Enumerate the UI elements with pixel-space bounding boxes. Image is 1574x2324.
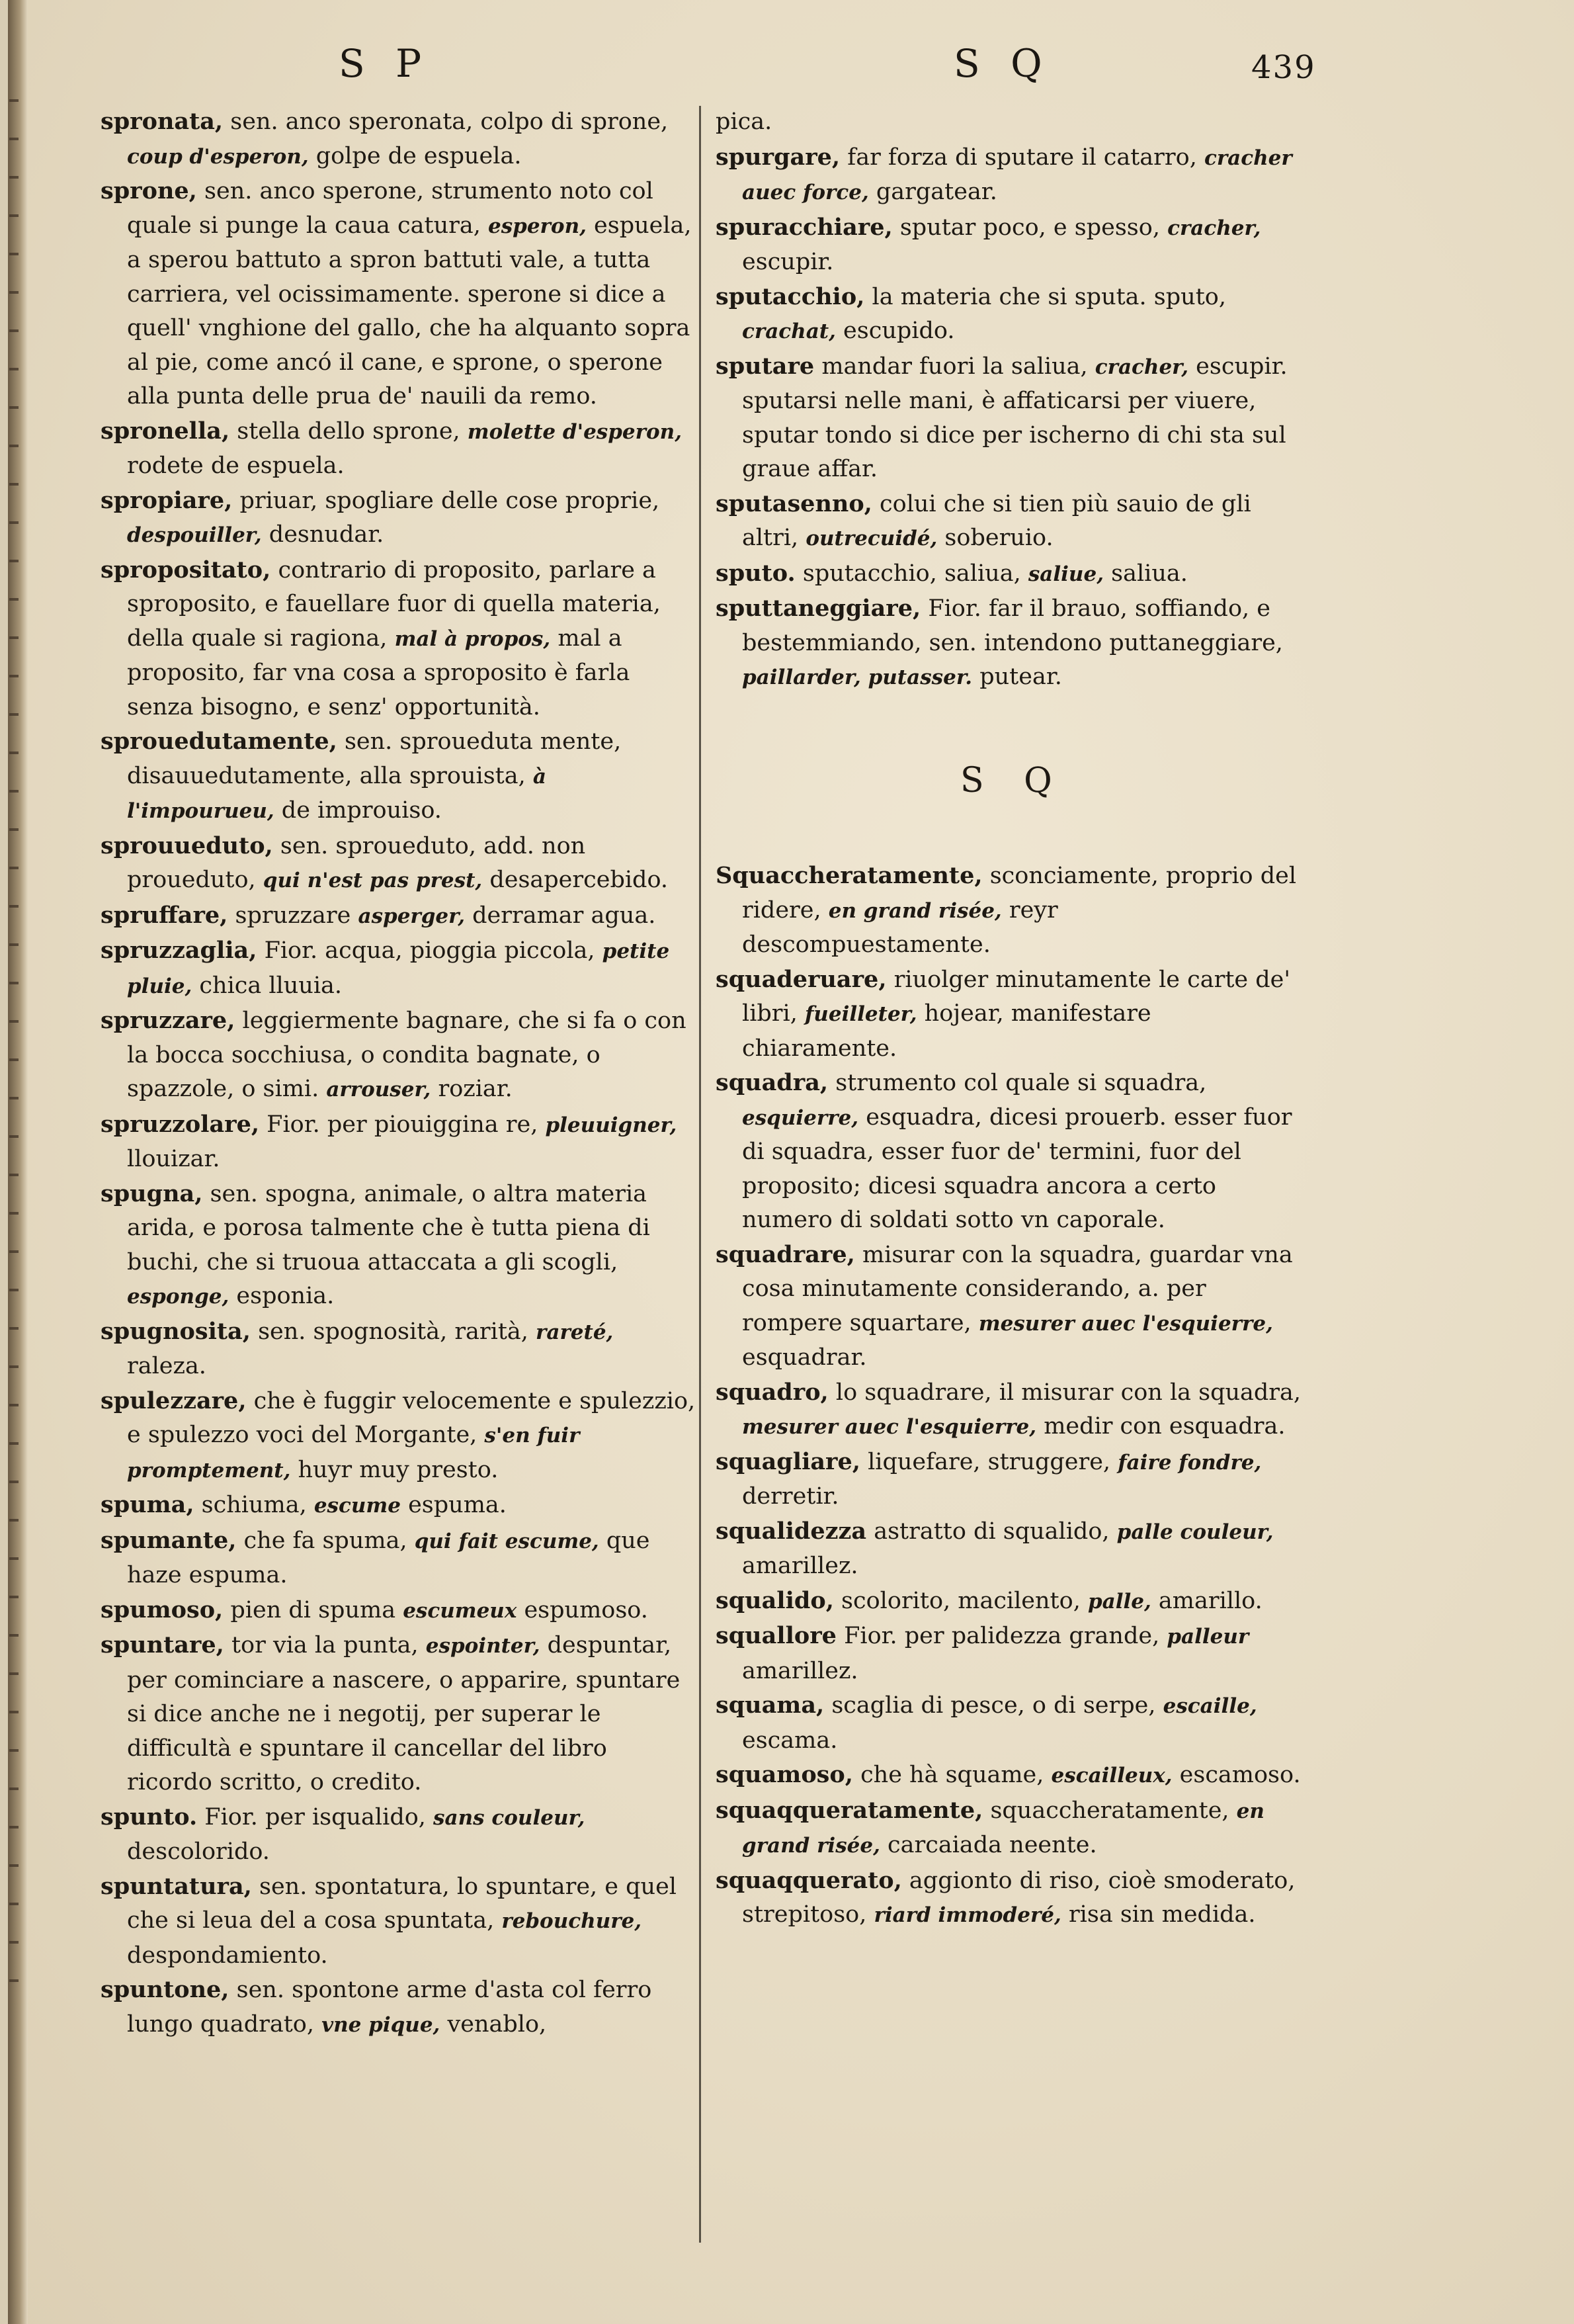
entry-spanish: esquadrar. bbox=[742, 1344, 867, 1371]
entry-headword: Squaccheratamente, bbox=[716, 862, 983, 889]
entry-headword: spulezzare, bbox=[101, 1387, 247, 1414]
entry-french: en grand risée, bbox=[828, 898, 1002, 923]
entry-definition: sputar poco, e spesso, bbox=[899, 214, 1168, 241]
entry-spanish: risa sin medida. bbox=[1061, 1901, 1256, 1928]
dictionary-entry bbox=[101, 414, 696, 484]
entry-headword: squama, bbox=[716, 1692, 825, 1719]
entry-spanish: saliua. bbox=[1104, 560, 1188, 587]
entry-spanish: putear. bbox=[972, 664, 1062, 690]
entry-french: qui fait escume, bbox=[414, 1529, 599, 1553]
entry-headword: squadra, bbox=[716, 1069, 829, 1096]
entry-definition: sen. sproueduta mente, disauuedutamente, alla sprouista, bbox=[127, 728, 622, 789]
dictionary-entry bbox=[101, 898, 696, 934]
entry-french: cracher, bbox=[1167, 216, 1261, 240]
book-page bbox=[8, 0, 1574, 2324]
entry-french: escailleux, bbox=[1051, 1764, 1173, 1787]
entry-headword: sputasenno, bbox=[716, 490, 872, 517]
dictionary-entry bbox=[101, 829, 696, 898]
entry-definition: riuolger minutamente le carte de' libri, bbox=[742, 966, 1290, 1027]
entry-headword: squaqquerato, bbox=[716, 1866, 902, 1894]
dictionary-entry bbox=[716, 1514, 1311, 1584]
entry-french: cracher, bbox=[1095, 355, 1189, 379]
entry-spanish: desnudar. bbox=[261, 521, 384, 548]
entry-spanish: soberuio. bbox=[937, 525, 1054, 551]
entry-headword: sprone, bbox=[101, 177, 197, 204]
dictionary-entry bbox=[716, 1584, 1311, 1619]
entry-headword: spugna, bbox=[101, 1180, 203, 1207]
entry-french: rebouchure, bbox=[501, 1909, 642, 1933]
dictionary-entry bbox=[101, 1384, 696, 1488]
entry-definition: pica. bbox=[716, 108, 772, 135]
right-column-top bbox=[716, 105, 1311, 695]
entry-spanish: espumoso. bbox=[517, 1596, 648, 1623]
entry-spanish: carcaiada neente. bbox=[880, 1832, 1097, 1858]
entry-french: esponge, bbox=[127, 1285, 229, 1309]
entry-headword: spunto. bbox=[101, 1803, 198, 1830]
entry-headword: squalidezza bbox=[716, 1517, 867, 1545]
entry-definition: sen. spognosità, rarità, bbox=[258, 1318, 536, 1345]
entry-headword: sprouedutamente, bbox=[101, 728, 337, 755]
entry-spanish: esquadra, dicesi prouerb. esser fuor di squadra, esser fuor de' termini, fuor del proposito; dicesi squadra ancora a certo numero di soldati sotto vn caporale. bbox=[742, 1103, 1292, 1233]
entry-spanish: desapercebido. bbox=[482, 867, 669, 893]
binding-gutter bbox=[8, 0, 28, 2324]
entry-spanish: raleza. bbox=[127, 1353, 206, 1379]
entry-definition: contrario di proposito, parlare a sproposito, e fauellare fuor di quella materia, della quale si ragiona, bbox=[127, 556, 661, 652]
entry-definition: sen. anco sperone, strumento noto col quale si punge la caua catura, bbox=[127, 178, 653, 239]
dictionary-entry bbox=[101, 1628, 696, 1800]
entry-french: palleur bbox=[1167, 1625, 1249, 1649]
entry-headword: sputo. bbox=[716, 559, 796, 587]
dictionary-entry bbox=[716, 963, 1311, 1066]
dictionary-entry bbox=[101, 1593, 696, 1629]
entry-headword: spuntone, bbox=[101, 1976, 229, 2003]
entry-definition: sputacchio, saliua, bbox=[802, 560, 1028, 587]
entry-spanish: amarillez. bbox=[742, 1553, 858, 1579]
entry-definition: lo squadrare, il misurar con la squadra, bbox=[835, 1379, 1302, 1406]
entry-french: faire fondre, bbox=[1118, 1450, 1262, 1475]
entry-french: cracher auec force, bbox=[742, 146, 1292, 204]
entry-french: arrouser, bbox=[326, 1078, 431, 1101]
dictionary-entry bbox=[101, 1870, 696, 1973]
dictionary-entry bbox=[716, 280, 1311, 349]
dictionary-entry bbox=[101, 105, 696, 174]
dictionary-entry bbox=[101, 1004, 696, 1107]
entry-headword: spropositato, bbox=[101, 556, 271, 583]
entry-french: en grand risée, bbox=[742, 1799, 1264, 1858]
entry-spanish: reyr descompuestamente. bbox=[742, 896, 1058, 958]
dictionary-entry bbox=[716, 591, 1311, 695]
dictionary-entry bbox=[101, 174, 696, 414]
left-column bbox=[101, 105, 696, 2042]
dictionary-entry bbox=[101, 1800, 696, 1870]
entry-definition: colui che si tien più sauio de gli altri, bbox=[742, 490, 1251, 551]
entry-french: palle, bbox=[1087, 1589, 1151, 1614]
dictionary-entry bbox=[101, 1107, 696, 1177]
entry-headword: spumoso, bbox=[101, 1596, 224, 1623]
entry-headword: squadrare, bbox=[716, 1240, 855, 1268]
entry-french: à l'impourueu, bbox=[127, 764, 546, 823]
entry-spanish: golpe de espuela. bbox=[308, 142, 522, 169]
entry-spanish: venablo, bbox=[440, 2010, 547, 2038]
entry-definition: stella dello sprone, bbox=[237, 417, 468, 445]
entry-french: esperon, bbox=[487, 214, 587, 238]
entry-spanish: esponia. bbox=[229, 1283, 335, 1309]
dictionary-entry bbox=[101, 724, 696, 829]
dictionary-entry bbox=[101, 1973, 696, 2042]
entry-french: fueilleter, bbox=[804, 1002, 917, 1026]
entry-definition: la materia che si sputa. sputo, bbox=[872, 283, 1226, 310]
entry-headword: spumante, bbox=[101, 1526, 237, 1554]
entry-headword: spruzzolare, bbox=[101, 1110, 260, 1138]
entry-definition: spruzzare bbox=[235, 902, 358, 929]
entry-headword: sprouueduto, bbox=[101, 832, 273, 859]
dictionary-entry bbox=[101, 1177, 696, 1314]
entry-definition: sen. spogna, animale, o altra materia arida, e porosa talmente che è tutta piena di buchi, che si truoua attaccata a gli scogli, bbox=[127, 1180, 650, 1275]
entry-headword: squamoso, bbox=[716, 1761, 853, 1788]
entry-french: espointer, bbox=[425, 1634, 540, 1658]
dictionary-entry bbox=[716, 1066, 1311, 1238]
entry-headword: spugnosita, bbox=[101, 1317, 251, 1345]
entry-french: palle couleur, bbox=[1116, 1520, 1274, 1544]
entry-definition: Fior. per isqualido, bbox=[204, 1803, 434, 1830]
entry-spanish: llouizar. bbox=[127, 1146, 220, 1172]
entry-definition: squaccheratamente, bbox=[990, 1797, 1237, 1824]
right-column bbox=[716, 105, 1311, 1928]
entry-spanish: medir con esquadra. bbox=[1036, 1413, 1286, 1440]
section-subheading: S Q bbox=[960, 761, 1067, 800]
entry-spanish: descolorido. bbox=[127, 1838, 270, 1865]
entry-definition: Fior. acqua, pioggia piccola, bbox=[264, 937, 602, 964]
entry-french: escume bbox=[313, 1494, 401, 1518]
dictionary-entry bbox=[716, 140, 1311, 210]
entry-french: mesurer auec l'esquierre, bbox=[742, 1415, 1037, 1439]
entry-definition: che fa spuma, bbox=[243, 1527, 415, 1554]
dictionary-entry bbox=[716, 487, 1311, 556]
dictionary-entry bbox=[101, 553, 696, 725]
entry-french: sans couleur, bbox=[433, 1805, 585, 1830]
entry-french: mal à propos, bbox=[394, 626, 551, 651]
entry-definition: sen. spontone arme d'asta col ferro lungo quadrato, bbox=[127, 1977, 652, 2038]
dictionary-entry bbox=[716, 1688, 1311, 1758]
entry-french: mesurer auec l'esquierre, bbox=[978, 1311, 1273, 1336]
entry-french: riard immoderé, bbox=[874, 1903, 1061, 1927]
entry-french: asperger, bbox=[358, 904, 466, 928]
entry-spanish: escupir. bbox=[742, 249, 834, 275]
dictionary-entry bbox=[101, 484, 696, 553]
entry-definition: che è fuggir velocemente e spulezzio, e spulezzo voci del Morgante, bbox=[127, 1387, 696, 1448]
entry-spanish: gargatear. bbox=[868, 179, 997, 205]
entry-spanish: despondamiento. bbox=[127, 1942, 328, 1969]
entry-spanish: roziar. bbox=[431, 1076, 513, 1102]
entry-headword: spronata, bbox=[101, 108, 224, 135]
entry-french: outrecuidé, bbox=[806, 527, 938, 550]
entry-french: saliue, bbox=[1028, 562, 1104, 586]
entry-definition: scaglia di pesce, o di serpe, bbox=[831, 1692, 1163, 1719]
entry-french: paillarder, putasser. bbox=[742, 666, 973, 689]
entry-spanish: derretir. bbox=[742, 1483, 839, 1510]
entry-headword: spuracchiare, bbox=[716, 213, 893, 241]
entry-definition: misurar con la squadra, guardar vna cosa minutamente considerando, a. per rompere squartare, bbox=[742, 1241, 1293, 1336]
dictionary-entry bbox=[716, 1619, 1311, 1688]
entry-spanish: escamoso. bbox=[1172, 1762, 1301, 1788]
entry-headword: spuntatura, bbox=[101, 1872, 252, 1900]
entry-headword: spruffare, bbox=[101, 901, 228, 929]
entry-definition: liquefare, struggere, bbox=[868, 1448, 1118, 1475]
entry-spanish: amarillez. bbox=[742, 1657, 858, 1684]
entry-definition: schiuma, bbox=[201, 1492, 314, 1518]
entry-definition: sen. spontatura, lo spuntare, e quel che si leua del a cosa spuntata, bbox=[127, 1873, 677, 1934]
entry-french: crachat, bbox=[742, 320, 836, 343]
entry-spanish: escama. bbox=[742, 1727, 838, 1754]
dictionary-entry bbox=[716, 556, 1311, 592]
entry-french: despouiller, bbox=[127, 523, 262, 547]
entry-french: escumeux bbox=[403, 1598, 517, 1623]
dictionary-entry bbox=[716, 1758, 1311, 1793]
dictionary-entry bbox=[716, 1793, 1311, 1864]
entry-spanish: rodete de espuela. bbox=[127, 452, 345, 479]
dictionary-entry bbox=[101, 1488, 696, 1524]
entry-definition: mandar fuori la saliua, bbox=[821, 353, 1095, 380]
dictionary-entry bbox=[101, 1314, 696, 1384]
entry-definition: far forza di sputare il catarro, bbox=[847, 144, 1204, 171]
entry-headword: spropiare, bbox=[101, 486, 233, 514]
entry-headword: spuma, bbox=[101, 1491, 194, 1518]
entry-french: petite pluie, bbox=[127, 939, 670, 998]
entry-definition: che hà squame, bbox=[860, 1762, 1052, 1788]
dictionary-entry bbox=[716, 1445, 1311, 1514]
entry-spanish: escupir. sputarsi nelle mani, è affaticarsi per viuere, sputar tondo si dice per ischerno di chi sta sul graue affar. bbox=[742, 353, 1288, 482]
entry-definition: pien di spuma bbox=[230, 1596, 403, 1623]
dictionary-entry bbox=[716, 859, 1311, 963]
entry-headword: squallore bbox=[716, 1622, 837, 1649]
running-head-left: S P bbox=[339, 41, 431, 86]
entry-definition: Fior. per palidezza grande, bbox=[844, 1623, 1167, 1649]
entry-french: pleuuigner, bbox=[545, 1113, 677, 1137]
entry-spanish: escupido. bbox=[835, 318, 955, 344]
entry-french: coup d'esperon, bbox=[127, 144, 309, 169]
entry-definition: strumento col quale si squadra, bbox=[835, 1070, 1207, 1096]
entry-headword: squagliare, bbox=[716, 1447, 860, 1475]
entry-headword: squadro, bbox=[716, 1378, 829, 1406]
entry-headword: squalido, bbox=[716, 1586, 834, 1614]
entry-french: molette d'esperon, bbox=[467, 419, 682, 444]
running-head-right: S Q bbox=[954, 41, 1052, 86]
entry-spanish: que haze espuma. bbox=[127, 1527, 650, 1588]
entry-definition: sen. sproueduto, add. non proueduto, bbox=[127, 832, 586, 893]
entry-definition: leggiermente bagnare, che si fa o con la bocca socchiusa, o condita bagnate, o spazzole, o simi. bbox=[127, 1008, 686, 1102]
edge-marks bbox=[9, 99, 25, 2084]
dictionary-entry bbox=[716, 1238, 1311, 1375]
entry-definition: Fior. per piouiggina re, bbox=[267, 1111, 546, 1138]
entry-french: s'en fuir promptement, bbox=[127, 1424, 580, 1483]
dictionary-entry bbox=[716, 105, 1311, 140]
entry-headword: spuntare, bbox=[101, 1631, 224, 1658]
entry-headword: sputtaneggiare, bbox=[716, 595, 921, 622]
entry-french: qui n'est pas prest, bbox=[263, 869, 483, 892]
entry-french: esquierre, bbox=[742, 1105, 859, 1130]
entry-definition: sconciamente, proprio del ridere, bbox=[742, 863, 1297, 924]
entry-spanish: espuela, a sperou battuto a spron battuti vale, a tutta carriera, vel ocissimamente. sperone si dice a quell' vnghione del gallo, che ha alquanto sopra al pie, come ancó il cane, e sprone, o sperone alla punta delle prua de' nauili da remo. bbox=[127, 212, 692, 409]
entry-french: vne pique, bbox=[321, 2012, 440, 2037]
entry-spanish: despuntar, per cominciare a nascere, o apparire, spuntare si dice anche ne i negotij, per superar le difficultà e spuntare il cancellar del libro ricordo scritto, o credito. bbox=[127, 1632, 681, 1795]
entry-definition: Fior. far il brauo, soffiando, e bestemmiando, sen. intendono puttaneggiare, bbox=[742, 595, 1283, 656]
entry-headword: spurgare, bbox=[716, 143, 841, 171]
entry-spanish: hojear, manifestare chiaramente. bbox=[742, 1000, 1151, 1062]
entry-definition: scolorito, macilento, bbox=[841, 1587, 1088, 1614]
entry-headword: squaderuare, bbox=[716, 965, 887, 993]
entry-definition: aggionto di riso, cioè smoderato, strepitoso, bbox=[742, 1867, 1296, 1928]
entry-headword: squaqqueratamente, bbox=[716, 1796, 983, 1824]
entry-headword: spronella, bbox=[101, 417, 230, 445]
entry-spanish: chica lluuia. bbox=[192, 972, 343, 999]
entry-spanish: espuma. bbox=[400, 1492, 507, 1518]
column-rule bbox=[699, 106, 701, 2243]
entry-headword: spruzzare, bbox=[101, 1007, 235, 1034]
entry-definition: priuar, spogliare delle cose proprie, bbox=[239, 487, 660, 514]
right-column-bottom bbox=[716, 859, 1311, 1933]
entry-french: escaille, bbox=[1163, 1694, 1257, 1718]
entry-headword: sputare bbox=[716, 352, 815, 380]
entry-spanish: amarillo. bbox=[1151, 1587, 1263, 1614]
dictionary-entry bbox=[716, 1375, 1311, 1445]
dictionary-entry bbox=[101, 1524, 696, 1593]
page-number: 439 bbox=[1251, 49, 1316, 86]
dictionary-entry bbox=[101, 933, 696, 1004]
dictionary-entry bbox=[716, 1864, 1311, 1933]
dictionary-entry bbox=[716, 210, 1311, 280]
entry-definition: tor via la punta, bbox=[231, 1632, 426, 1658]
entry-spanish: huyr muy presto. bbox=[290, 1456, 499, 1483]
entry-spanish: de improuiso. bbox=[274, 797, 442, 824]
dictionary-entry bbox=[716, 349, 1311, 487]
entry-spanish: derramar agua. bbox=[465, 902, 656, 929]
entry-definition: sen. anco speronata, colpo di sprone, bbox=[230, 108, 669, 135]
entry-spanish: mal a proposito, far vna cosa a sproposito è farla senza bisogno, e senz' opportunità. bbox=[127, 624, 630, 720]
entry-headword: spruzzaglia, bbox=[101, 937, 257, 964]
entry-headword: sputacchio, bbox=[716, 282, 865, 310]
entry-definition: astratto di squalido, bbox=[874, 1518, 1117, 1545]
entry-french: rareté, bbox=[536, 1320, 614, 1344]
